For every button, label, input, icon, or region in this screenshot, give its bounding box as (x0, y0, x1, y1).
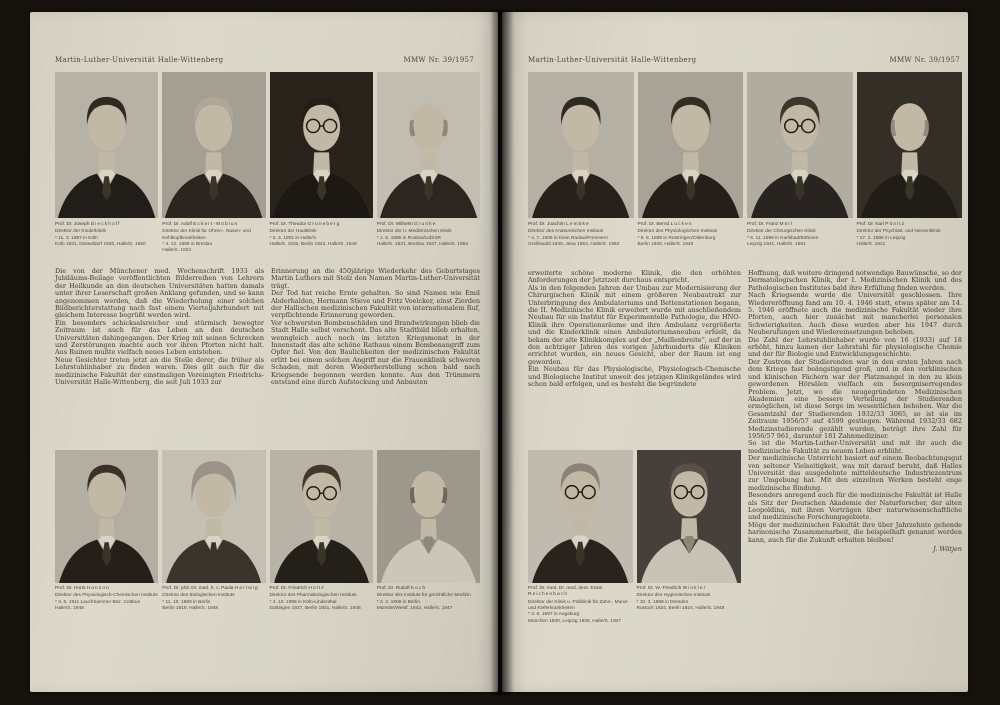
professor-name: Prof. Dr. Friedrich Holtz (269, 586, 325, 591)
caption-line: * 4. 12. 1889 in Breslau (162, 241, 213, 247)
text-column-1 (55, 268, 264, 387)
portrait-caption-grunke (377, 222, 480, 255)
caption-line: * 6. 8. 1888 in Rüstringen/Oldenburg (637, 235, 716, 241)
journal-page-right (502, 12, 968, 692)
caption-line: Halle/S. 1921 (856, 241, 886, 247)
text-column-2-paragraphs (748, 270, 962, 544)
caption-line: Rostock 1924, Berlin 1924, Halle/S. 1948 (636, 605, 725, 611)
page-header (55, 56, 474, 64)
caption-row-top (528, 222, 962, 248)
professor-name: Prof. Dr. Joseph Dieckhoff (55, 222, 121, 227)
caption-row-bottom (528, 586, 741, 625)
professor-name: Prof. Dr. Karl Pönitz (856, 222, 906, 227)
professor-name: Prof. Dr. Adolf Eckert-Möbius (162, 222, 239, 227)
caption-line: Direktor des Hygienischen Instituts (636, 593, 711, 599)
portrait-photo-winkler (637, 450, 742, 583)
body-paragraph: Besonders anregend auch für die medizinische Fakultät ist Halle als Sitz der Deutschen Akademie der Naturforscher, der alten Leopoldina, mit ihren Vorträgen über naturwissenschaftliche und medizinische Forschungsgebiete. (748, 491, 962, 522)
caption-line: Direktor der Klinik u. Poliklinik für Zahn-, Mund- und Kieferkrankheiten (528, 599, 629, 611)
caption-line: Berlin 1919, Halle/S. 1948 (162, 605, 218, 611)
portrait-photo-gr-neberg (270, 72, 373, 218)
portrait-photo-eckert-m-bius (162, 72, 265, 218)
issue-label: MMW Nr. 39/1957 (889, 56, 960, 64)
caption-line: Direktor des Biologischen Instituts (162, 593, 235, 599)
caption-line: * 4. 10. 1898 in Köln-Lindenthal (269, 599, 337, 605)
portrait-caption-holtz (270, 586, 373, 612)
portrait-caption-koch (377, 586, 480, 612)
caption-line: * 2. 4. 1908 in Berlin (376, 599, 420, 605)
portrait-photo-koch (377, 450, 480, 583)
caption-line: * 5. 3. 1901 in Halle/S. (269, 235, 318, 241)
professor-name: Prof. Dr. Bernd Lucken (637, 222, 693, 227)
caption-line: * 27. 2. 1888 in Leipzig (856, 235, 906, 241)
caption-line: Direktor des Physiologischen Instituts (637, 229, 718, 235)
professor-name: Prof. Dr. Theodor Grüneberg (269, 222, 341, 227)
journal-page-left (30, 12, 498, 692)
portrait-caption-hertwig (162, 586, 265, 612)
caption-line: Göttingen 1927, Berlin 1931, Halle/S. 1948 (269, 605, 361, 611)
caption-line: Direktor der Kinderklinik (55, 229, 106, 235)
caption-line: Direktor der Hautklinik (269, 229, 317, 235)
portrait-photo-reichenbach (528, 450, 633, 583)
caption-line: Halle/S. 1948 (55, 605, 84, 611)
professor-name: Prof. Dr. phil. Dr. med. h. c. Paula Hertwig (162, 586, 259, 591)
caption-line: Halle/S. 1932, Berlin 1942, Halle/S. 1949 (269, 241, 357, 247)
caption-line: Direktor der Chirurgischen Klinik (747, 229, 816, 235)
portrait-row-top (55, 72, 480, 218)
caption-row-top (55, 222, 480, 255)
portrait-row-bottom (55, 450, 480, 583)
body-paragraph: Ein besonders schicksalsreicher und stürmisch bewegter Zeitraum ist auch für das Leben an den deutschen Universitäten dahingegangen. Der Krieg mit seinen Schrecken und Zerstörungen machte auch vor ihren Pforten nicht halt. Aus Ruinen mußte vielfach neues Leben entstehen. (55, 318, 264, 357)
portrait-caption-gr-neberg (270, 222, 373, 255)
caption-line: Berlin 1938, Halle/S. 1946 (637, 241, 694, 247)
author-signature: J. Wätjen (933, 545, 962, 554)
caption-line: Leipzig 1941, Halle/S. 1951 (747, 241, 806, 247)
body-text-columns (55, 268, 480, 387)
body-paragraph: Hoffnung, daß weitere dringend notwendige Bauwünsche, so der Dermatologischen Klinik, der I. Medizinischen Klinik und des Pathologischen Institutes bald ihre Erfüllung finden werden. (748, 269, 962, 292)
portrait-photo-m-rl (747, 72, 853, 218)
portrait-caption-dieckhoff (55, 222, 158, 255)
caption-row-bottom (55, 586, 480, 612)
portrait-caption-m-rl (747, 222, 853, 248)
portrait-photo-hertwig (162, 450, 265, 583)
portrait-caption-hanson (55, 586, 158, 612)
body-paragraph: Erinnerung an die 450jährige Wiederkehr des Geburtstages Martin Luthers mit Stolz den Namen Martin-Luther-Universität trägt. (271, 267, 480, 290)
portrait-caption-winkler (637, 586, 742, 625)
portrait-photo-dieckhoff (55, 72, 158, 218)
portrait-caption-lucken (638, 222, 744, 248)
portrait-caption-p-nitz (857, 222, 963, 248)
caption-line: Münster/Westf. 1943, Halle/S. 1947 (376, 605, 453, 611)
caption-line: Direktor der Klinik für Ohren-, Nasen- und Kehlkopfkrankheiten (162, 229, 251, 241)
caption-line: Halle/S. 1924 (162, 248, 192, 254)
caption-line: * 10. 3. 1899 in Dresden (636, 599, 689, 605)
professor-name: Prof. Dr. Rudolf Koch (376, 586, 427, 591)
caption-line: * 3. 8. 1897 in Augsburg (528, 612, 580, 618)
caption-line: Köln 1931, Düsseldorf 1940, Halle/S. 1950 (55, 241, 146, 247)
running-title: Martin-Luther-Universität Halle-Wittenberg (55, 56, 224, 64)
body-paragraph: erweiterte schöne moderne Klinik, die den erhöhten Anforderungen der Jetztzeit durchaus entspricht. (528, 269, 741, 285)
body-paragraph: Als in den folgenden Jahren der Umbau zur Modernisierung der Chirurgischen Klinik mit einem größeren Neubautrakt zur Unterbringung des Ambulatoriums und Bettenstationen begann, die II. Medizinische Klinik erweitert wurde mit anschließendem Neubau für ein Institut für Experimentelle Pathologie, die HNO-Klinik ihre Operationsräume und ihre Ambulanz vergrößerte und die Kinderklinik einen Ambulatoriumsneubau erhielt, da bekam der alte Klinikkomplex auf der „Maillenbreite“, auf der in den achtziger Jahren des vorigen Jahrhunderts die Kliniken errichtet wurden, ein neues Gesicht, aber der Raum ist eng geworden. (528, 283, 741, 366)
caption-line: * 1. 6. 1896 in Rostow/UdSSR (376, 235, 442, 241)
body-paragraph: Neue Gesichter treten jetzt an die Stelle derer, die früher als Lehrstuhlinhaber zu finden waren. Dies gilt auch für die medizinische Fakultät der einstmaligen Vereinigten Friedrichs-Universität Halle-Wittenberg, die seit Juli 1933 zur (55, 355, 264, 387)
portrait-photo-hanson (55, 450, 158, 583)
body-paragraph: Möge der medizinischen Fakultät ihre über Jahrzehnte gehende harmonische Zusammenarbeit, die beispielhaft genannt werden kann, auch für die Zukunft erhalten bleiben! (748, 520, 962, 544)
caption-line: München 1930, Leipzig 1936, Halle/S. 1947 (528, 618, 622, 624)
text-column-2 (271, 268, 480, 387)
caption-line: Greifswald 1930, Jena 1953, Halle/S. 1953 (528, 241, 620, 247)
running-title: Martin-Luther-Universität Halle-Wittenberg (528, 56, 697, 64)
professor-name: Prof. Dr. W.-Friedrich Winkler (636, 586, 707, 591)
body-paragraph: So ist die Martin-Luther-Universität und mit ihr auch die medizinische Fakultät zu neuem Leben erblüht. (748, 439, 962, 455)
caption-line: Direktor der Psychiatr. und Nervenklinik (856, 229, 941, 235)
professor-name: Prof. Dr. Horst Hanson (55, 586, 110, 591)
caption-line: Direktor des Pharmakologischen Instituts (269, 593, 357, 599)
body-paragraph: Vor schwersten Bombenschäden und Brandwirkungen blieb die Stadt Halle selbst verschont. Das alte Stadtbild blieb erhalten, wenngleich auch noch im letzten Kriegsmonat in der Innenstadt das alte schöne Rathaus einem Bombenangriff zum Opfer fiel. Von den Baulichkeiten der medizinischen Fakultät erlitt bei einem solchen Angriff nur die Frauenklinik schweren Schaden, mit deren Wiederherstellung schon bald nach Kriegsende begonnen werden konnte. Aus den Trümmern entstand eine durch Aufstockung und Anbauten (271, 318, 480, 387)
issue-label: MMW Nr. 39/1957 (403, 56, 474, 64)
page-header (528, 56, 960, 64)
body-paragraph: Der Zustrom der Studierenden war in den ersten Jahren nach dem Kriege fast beängstigend groß, und in den vorklinischen und klinischen Fächern war der Platzmangel in den zu klein gewordenen Hörsälen vielfach ein besorgniserregendes Problem. Jetzt, wo die neugegründeten Medizinischen Akademien eine bessere Verteilung der Studierenden ermöglichen, ist diese Sorge im wesentlichen behoben. War die Gesamtzahl der Studierenden 1932/33 3065, so ist sie im Zeitraum 1956/57 auf 4599 gestiegen. Während 1932/33 682 Medizinstudierende gezählt wurden, beträgt ihre Zahl für 1956/57 961, darunter 181 Zahnmediziner. (748, 357, 962, 440)
body-paragraph: Die von der Münchener med. Wochenschrift 1933 als Jubiläums-Beilage veröffentlichten Bilderreihen von Lehrern der Heilkunde an den deutschen Universitäten hatten damals unter ihrer Leserschaft großen Anklang gefunden, und so kann angenommen werden, daß die Wiederholung einer solchen Bildberichterstattung nach fast einem Vierteljahrhundert mit gleichem Interesse begrüßt werden wird. (55, 267, 264, 320)
body-paragraph: Der medizinische Unterricht basiert auf einem Beobachtungsgut von seltener Vielseitigkeit, was mit darauf beruht, daß Halles Universität das ausgedehnte mitteldeutsche Industriezentrum zur Umgebung hat. Mit den einzelnen Werken besteht enge medizinische Bindung. (748, 454, 962, 492)
portrait-photo-grunke (377, 72, 480, 218)
caption-line: * 6. 11. 1899 in Karlsbad/Böhmen (747, 235, 819, 241)
portrait-caption-reichenbach (528, 586, 633, 625)
text-column-2 (748, 270, 962, 553)
professor-name: Prof. Dr. Joachim Lembke (528, 222, 590, 227)
caption-line: Direktor des Anatomischen Instituts (528, 229, 604, 235)
portrait-photo-lucken (638, 72, 744, 218)
portrait-row-top (528, 72, 962, 218)
caption-line: * 4. 7. 1906 in Klein Radow/Pommern (528, 235, 608, 241)
portrait-photo-p-nitz (857, 72, 963, 218)
body-paragraph: Die Zahl der Lehrstuhlinhaber wurde von 16 (1933) auf 18 erhöht, hinzu kamen der Lehrstuhl für physiologische Chemie und der für Biologie und Entwicklungsgeschichte. (748, 335, 962, 359)
body-paragraph: Der Tod hat reiche Ernte gehalten. So sind Namen wie Emil Abderhalden, Hermann Stieve und Fritz Voelcker, einst Zierden der Hallischen medizinischen Fakultät von internationalem Ruf, verpflichtende Erinnerung geworden. (271, 289, 480, 320)
caption-line: Halle/S. 1931, Breslau 1937, Halle/S. 1954 (376, 241, 468, 247)
professor-name: Prof. Dr. Franz Mörl (747, 222, 794, 227)
portrait-caption-lembke (528, 222, 634, 248)
body-paragraph: Nach Kriegsende wurde die Universität geschlossen. Ihre Wiedereröffnung fand am 10. 4. 1946 statt, etwas später am 14. 5. 1946 eröffnete auch die medizinische Fakultät wieder ihre Pforten, auch hier zunächst mit mancherlei personalen Schwierigkeiten. Auch diese wurden aber bis 1947 durch Neuberufungen und Wiedereinsetzungen behoben. (748, 291, 962, 337)
portrait-caption-eckert-m-bius (162, 222, 265, 255)
portrait-row-bottom (528, 450, 741, 583)
body-paragraph: Ein Neubau für das Physiologische, Physiologisch-Chemische und Biologische Institut unweit des jetzigen Klinikgeländes wird schon bald erfolgen, und es besteht die begründete (528, 365, 741, 389)
portrait-photo-holtz (270, 450, 373, 583)
caption-line: Direktor des Instituts für gerichtliche Medizin (376, 593, 471, 599)
caption-line: * 11. 10. 1889 in Berlin (162, 599, 211, 605)
caption-line: Direktor der II. Medizinischen Klinik (376, 229, 452, 235)
professor-name: Prof. Dr. med. Dr. med. dent. Erwin Reichenbach (528, 586, 603, 598)
professor-name: Prof. Dr. Wilhelm Grunke (376, 222, 437, 227)
caption-line: * 3. 6. 1911 Lauchhammer Bez. Cottbus (55, 599, 140, 605)
caption-line: Direktor des Physiologisch-Chemischen Instituts (55, 593, 158, 599)
caption-line: * 11. 3. 1897 in Köln (55, 235, 98, 241)
text-column-1 (528, 270, 741, 389)
portrait-photo-lembke (528, 72, 634, 218)
